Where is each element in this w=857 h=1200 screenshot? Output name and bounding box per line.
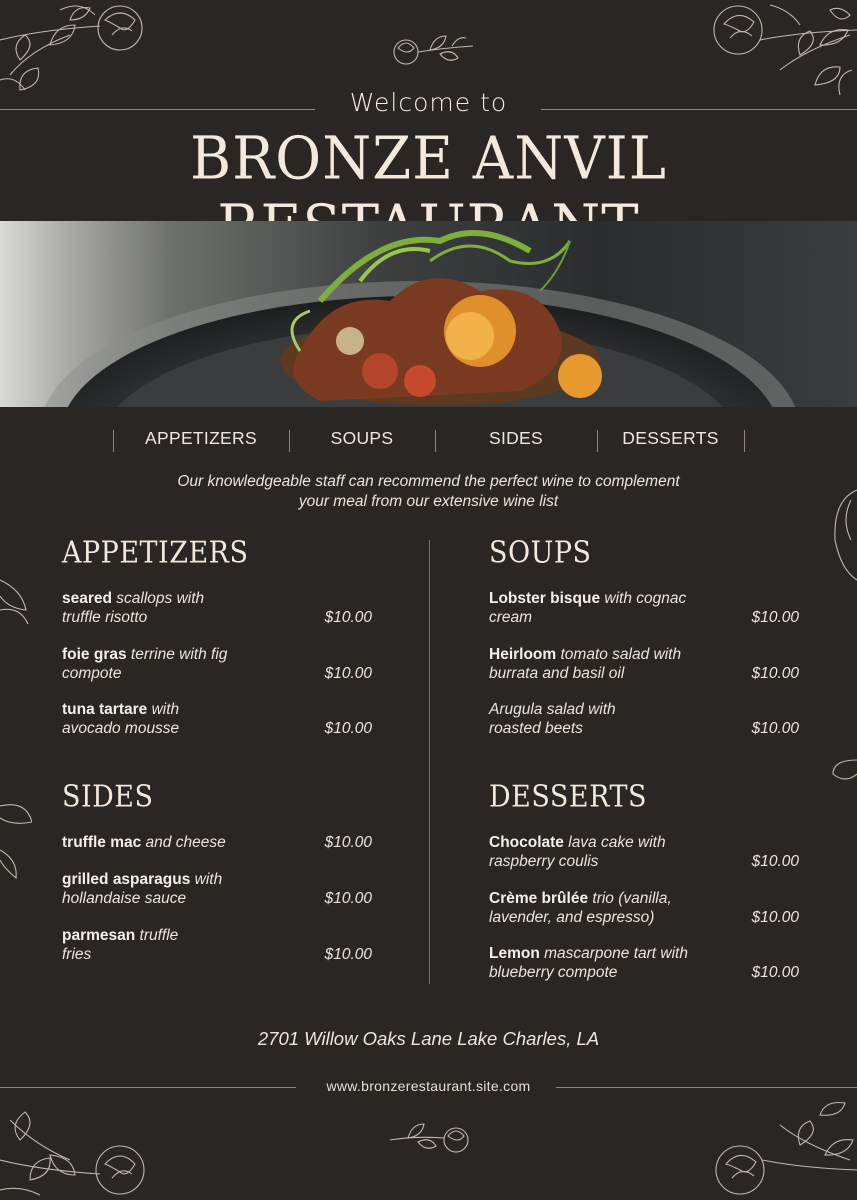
floral-side-right-icon <box>827 470 857 810</box>
menu-item: Chocolate lava cake with raspberry coulis $10.00 <box>489 834 799 870</box>
website-link[interactable]: www.bronzerestaurant.site.com <box>326 1078 531 1094</box>
menu-item: foie gras terrine with fig compote $10.00 <box>62 646 372 682</box>
column-divider <box>429 540 430 984</box>
floral-bottom-center-icon <box>388 1118 473 1163</box>
item-price: $10.00 <box>324 608 372 626</box>
item-price: $10.00 <box>751 608 799 626</box>
item-price: $10.00 <box>751 852 799 870</box>
floral-top-left-icon <box>0 0 160 100</box>
restaurant-address: 2701 Willow Oaks Lane Lake Charles, LA <box>257 1028 600 1049</box>
floral-top-center-icon <box>390 30 475 75</box>
menu-item: seared scallops with truffle risotto $10.00 <box>62 590 372 626</box>
menu-item: Arugula salad with roasted beets $10.00 <box>489 701 799 737</box>
sides-heading: SIDES <box>62 780 154 815</box>
item-price: $10.00 <box>751 908 799 926</box>
nav-desserts[interactable]: DESSERTS <box>622 428 719 448</box>
menu-item: Crème brûlée trio (vanilla, lavender, and espresso) $10.00 <box>489 890 799 926</box>
menu-item: parmesan truffle fries $10.00 <box>62 927 372 963</box>
menu-item: Heirloom tomato salad with burrata and basil oil $10.00 <box>489 646 799 682</box>
hero-dish-photo <box>0 221 857 407</box>
nav-soups[interactable]: SOUPS <box>330 428 394 448</box>
floral-top-right-icon <box>700 0 857 100</box>
item-price: $10.00 <box>324 719 372 737</box>
floral-bottom-left-icon <box>0 1100 160 1200</box>
nav-appetizers[interactable]: APPETIZERS <box>145 428 257 448</box>
appetizers-heading: APPETIZERS <box>62 536 249 571</box>
item-price: $10.00 <box>751 719 799 737</box>
item-price: $10.00 <box>751 664 799 682</box>
wine-note: Our knowledgeable staff can recommend the perfect wine to complement your meal from our extensive wine list <box>177 473 680 510</box>
menu-item: grilled asparagus with hollandaise sauce $10.00 <box>62 871 372 907</box>
menu-item: Lobster bisque with cognac cream $10.00 <box>489 590 799 626</box>
menu-nav <box>0 428 857 454</box>
desserts-heading: DESSERTS <box>489 780 647 815</box>
floral-side-left-icon <box>0 570 32 910</box>
item-price: $10.00 <box>324 889 372 907</box>
menu-item: truffle mac and cheese $10.00 <box>62 834 372 851</box>
menu-item: tuna tartare with avocado mousse $10.00 <box>62 701 372 737</box>
restaurant-title: BRONZE ANVIL <box>189 124 667 193</box>
soups-heading: SOUPS <box>489 536 592 571</box>
item-price: $10.00 <box>324 945 372 963</box>
floral-bottom-right-icon <box>700 1100 857 1200</box>
menu-item: Lemon mascarpone tart with blueberry compote $10.00 <box>489 945 799 981</box>
item-price: $10.00 <box>324 834 372 851</box>
welcome-text: Welcome to <box>349 88 508 117</box>
item-price: $10.00 <box>324 664 372 682</box>
nav-sides[interactable]: SIDES <box>488 428 544 448</box>
item-price: $10.00 <box>751 963 799 981</box>
